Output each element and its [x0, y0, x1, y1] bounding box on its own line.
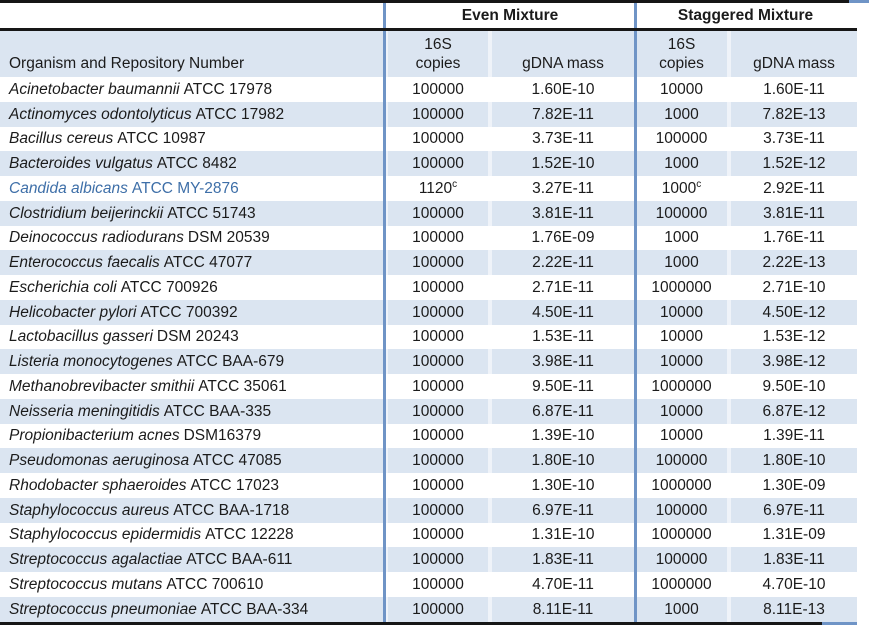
staggered-16s-copies-value: 10000	[659, 328, 704, 346]
even-gdna-mass-cell	[490, 325, 634, 350]
repository-number: ATCC 17978	[183, 80, 273, 98]
staggered-16s-copies-cell	[634, 102, 729, 127]
even-16s-copies-cell	[386, 151, 490, 176]
even-gdna-mass-cell	[490, 250, 634, 275]
organism-name: Neisseria meningitidis	[9, 402, 160, 420]
staggered-16s-copies-value: 1000	[664, 600, 699, 618]
even-16s-copies-cell	[386, 523, 490, 548]
even-16s-copies-cell	[386, 572, 490, 597]
staggered-gdna-mass-cell	[729, 250, 857, 275]
staggered-gdna-mass-value: 1.60E-11	[763, 80, 825, 98]
column-divider-line	[634, 0, 637, 624]
footnote-superscript: c	[696, 178, 702, 190]
repository-number: ATCC BAA-611	[186, 551, 293, 569]
table-row	[0, 102, 857, 127]
even-16s-copies-cell	[386, 325, 490, 350]
table-bottom-border	[0, 622, 857, 625]
table-row	[0, 523, 857, 548]
staggered-16s-copies-value: 100000	[655, 452, 708, 470]
table-row	[0, 226, 857, 251]
even-16s-copies-cell	[386, 498, 490, 523]
staggered-16s-copies-cell	[634, 547, 729, 572]
staggered-16s-copies-value: 10000	[659, 427, 704, 445]
organism-name: Listeria monocytogenes	[9, 353, 173, 371]
staggered-16s-copies-cell	[634, 597, 729, 622]
staggered-gdna-mass-value: 1.52E-12	[762, 155, 826, 173]
group-header-row	[0, 3, 857, 28]
staggered-gdna-mass-value: 1.39E-11	[763, 427, 825, 445]
even-gdna-mass-value: 3.98E-11	[532, 353, 594, 371]
staggered-16s-copies-cell	[634, 424, 729, 449]
even-16s-copies-value: 100000	[412, 452, 464, 470]
repository-number: ATCC 8482	[156, 155, 237, 173]
staggered-gdna-mass-value: 6.87E-12	[762, 402, 826, 420]
column-header-even-16s-copies	[386, 31, 490, 77]
staggered-16s-copies-cell	[634, 349, 729, 374]
table-row	[0, 572, 857, 597]
even-gdna-mass-value: 1.80E-10	[531, 452, 595, 470]
table-row	[0, 275, 857, 300]
even-16s-copies-cell	[386, 275, 490, 300]
even-16s-copies-value: 100000	[412, 229, 464, 247]
organism-cell	[0, 275, 386, 300]
staggered-16s-copies-cell	[634, 176, 729, 201]
staggered-gdna-mass-cell	[729, 349, 857, 374]
even-gdna-mass-cell	[490, 201, 634, 226]
repository-number: ATCC 10987	[117, 130, 206, 148]
even-gdna-mass-cell	[490, 176, 634, 201]
even-gdna-mass-cell	[490, 349, 634, 374]
even-gdna-mass-cell	[490, 523, 634, 548]
organism-name: Staphylococcus epidermidis	[9, 526, 202, 544]
staggered-gdna-mass-cell	[729, 275, 857, 300]
organism-name: Streptococcus agalactiae	[9, 551, 183, 569]
organism-cell	[0, 597, 386, 622]
staggered-16s-copies-cell	[634, 151, 729, 176]
column-header-staggered-16s-copies	[634, 31, 729, 77]
column-header-staggered-gdna-mass: gDNA mass	[729, 31, 857, 77]
organism-cell	[0, 349, 386, 374]
header-16s-label: 16S	[424, 36, 452, 53]
staggered-gdna-mass-value: 1.83E-11	[763, 551, 825, 569]
staggered-gdna-mass-value: 1.53E-12	[762, 328, 826, 346]
organism-cell	[0, 399, 386, 424]
table-row	[0, 399, 857, 424]
organism-cell	[0, 176, 386, 201]
table-row	[0, 349, 857, 374]
even-16s-copies-value: 100000	[412, 130, 464, 148]
even-16s-copies-cell	[386, 473, 490, 498]
even-16s-copies-value: 100000	[412, 204, 464, 222]
staggered-gdna-mass-value: 7.82E-13	[762, 105, 826, 123]
even-16s-copies-cell	[386, 250, 490, 275]
even-gdna-mass-cell	[490, 572, 634, 597]
staggered-16s-copies-value: 10000	[659, 80, 704, 98]
even-16s-copies-cell	[386, 102, 490, 127]
even-gdna-mass-cell	[490, 399, 634, 424]
organism-cell	[0, 226, 386, 251]
even-gdna-mass-value: 2.71E-11	[532, 278, 594, 296]
even-16s-copies-value: 100000	[412, 501, 464, 519]
staggered-gdna-mass-value: 3.81E-11	[763, 204, 825, 222]
organism-name: Streptococcus pneumoniae	[9, 600, 197, 618]
table-row	[0, 597, 857, 622]
organism-cell	[0, 300, 386, 325]
repository-number: ATCC 51743	[167, 204, 256, 222]
table-row	[0, 201, 857, 226]
repository-number: ATCC BAA-679	[176, 353, 285, 371]
table-row	[0, 325, 857, 350]
staggered-gdna-mass-cell	[729, 226, 857, 251]
table-row	[0, 547, 857, 572]
table-row	[0, 176, 857, 201]
column-header-even-gdna-mass: gDNA mass	[490, 31, 634, 77]
even-gdna-mass-cell	[490, 127, 634, 152]
repository-number: ATCC 35061	[198, 377, 287, 395]
even-gdna-mass-value: 9.50E-11	[532, 377, 594, 395]
staggered-16s-copies-value: 1000000	[651, 526, 712, 544]
even-16s-copies-cell	[386, 424, 490, 449]
even-gdna-mass-cell	[490, 547, 634, 572]
table-row	[0, 424, 857, 449]
even-gdna-mass-value: 1.30E-10	[531, 476, 595, 494]
repository-number: DSM 20539	[187, 229, 270, 247]
staggered-16s-copies-value: 1000	[664, 155, 699, 173]
even-16s-copies-cell	[386, 77, 490, 102]
staggered-gdna-mass-value: 4.50E-12	[762, 303, 826, 321]
even-16s-copies-value: 100000	[412, 402, 464, 420]
table-body	[0, 77, 869, 622]
staggered-gdna-mass-cell	[729, 399, 857, 424]
organism-name: Acinetobacter baumannii	[9, 80, 180, 98]
staggered-16s-copies-cell	[634, 523, 729, 548]
table-row	[0, 127, 857, 152]
even-gdna-mass-value: 1.52E-10	[531, 155, 595, 173]
organism-cell	[0, 424, 386, 449]
staggered-16s-copies-cell	[634, 325, 729, 350]
staggered-gdna-mass-value: 6.97E-11	[763, 501, 825, 519]
organism-name: Methanobrevibacter smithii	[9, 377, 195, 395]
even-gdna-mass-cell	[490, 424, 634, 449]
staggered-gdna-mass-cell	[729, 300, 857, 325]
even-16s-copies-cell	[386, 547, 490, 572]
staggered-gdna-mass-cell	[729, 498, 857, 523]
staggered-gdna-mass-cell	[729, 473, 857, 498]
even-gdna-mass-cell	[490, 77, 634, 102]
header-copies-label: copies	[659, 55, 704, 72]
even-gdna-mass-value: 8.11E-11	[532, 600, 594, 618]
column-header-organism: Organism and Repository Number	[0, 31, 386, 77]
organism-name: Bacteroides vulgatus	[9, 155, 153, 173]
even-gdna-mass-value: 6.97E-11	[532, 501, 594, 519]
even-gdna-mass-cell	[490, 102, 634, 127]
table-top-border	[0, 0, 869, 3]
staggered-16s-copies-cell	[634, 572, 729, 597]
staggered-gdna-mass-value: 3.98E-12	[762, 353, 826, 371]
even-16s-copies-value: 100000	[412, 353, 464, 371]
staggered-gdna-mass-value: 9.50E-10	[762, 377, 826, 395]
staggered-gdna-mass-cell	[729, 547, 857, 572]
organism-name: Streptococcus mutans	[9, 575, 163, 593]
even-16s-copies-value: 100000	[412, 278, 464, 296]
repository-number: ATCC 12228	[205, 526, 294, 544]
table-row	[0, 448, 857, 473]
staggered-gdna-mass-value: 1.31E-09	[762, 526, 826, 544]
staggered-16s-copies-value: 1000	[664, 105, 699, 123]
even-16s-copies-cell	[386, 597, 490, 622]
staggered-16s-copies-cell	[634, 374, 729, 399]
even-16s-copies-cell	[386, 127, 490, 152]
even-gdna-mass-value: 1.31E-10	[531, 526, 595, 544]
organism-name: Pseudomonas aeruginosa	[9, 452, 190, 470]
staggered-16s-copies-cell	[634, 399, 729, 424]
staggered-gdna-mass-value: 4.70E-10	[762, 575, 826, 593]
staggered-gdna-mass-value: 1.30E-09	[762, 476, 826, 494]
even-16s-copies-value: 100000	[412, 600, 464, 618]
staggered-gdna-mass-cell	[729, 597, 857, 622]
staggered-gdna-mass-cell	[729, 424, 857, 449]
staggered-16s-copies-cell	[634, 473, 729, 498]
even-16s-copies-value: 100000	[412, 105, 464, 123]
organism-name: Helicobacter pylori	[9, 303, 137, 321]
organism-name: Lactobacillus gasseri	[9, 328, 153, 346]
footnote-superscript: c	[452, 178, 458, 190]
even-gdna-mass-value: 6.87E-11	[532, 402, 594, 420]
repository-number: ATCC 700610	[166, 575, 264, 593]
even-gdna-mass-cell	[490, 226, 634, 251]
even-16s-copies-cell	[386, 300, 490, 325]
even-16s-copies-value: 100000	[412, 476, 464, 494]
even-16s-copies-cell	[386, 201, 490, 226]
repository-number: DSM 20243	[156, 328, 239, 346]
organism-name: Actinomyces odontolyticus	[9, 105, 192, 123]
organism-name: Candida albicans	[9, 179, 128, 197]
staggered-16s-copies-cell	[634, 77, 729, 102]
table-row	[0, 77, 857, 102]
even-gdna-mass-cell	[490, 374, 634, 399]
even-gdna-mass-value: 3.73E-11	[532, 130, 594, 148]
even-gdna-mass-value: 3.81E-11	[532, 204, 594, 222]
even-gdna-mass-cell	[490, 275, 634, 300]
staggered-16s-copies-cell	[634, 300, 729, 325]
organism-name: Staphylococcus aureus	[9, 501, 170, 519]
staggered-16s-copies-cell	[634, 498, 729, 523]
organism-name: Bacillus cereus	[9, 130, 114, 148]
repository-number: ATCC 47085	[193, 452, 282, 470]
organism-name: Enterococcus faecalis	[9, 254, 160, 272]
repository-number: ATCC 17982	[195, 105, 285, 123]
staggered-gdna-mass-value: 1.80E-10	[762, 452, 826, 470]
staggered-gdna-mass-value: 3.73E-11	[763, 130, 825, 148]
staggered-gdna-mass-value: 2.22E-13	[762, 254, 826, 272]
even-gdna-mass-value: 2.22E-11	[532, 254, 594, 272]
even-gdna-mass-cell	[490, 597, 634, 622]
header-16s-label: 16S	[667, 36, 696, 53]
repository-number: ATCC 700392	[140, 303, 238, 321]
staggered-16s-copies-value: 10000	[659, 303, 704, 321]
even-gdna-mass-cell	[490, 448, 634, 473]
even-gdna-mass-value: 3.27E-11	[532, 179, 594, 197]
staggered-gdna-mass-cell	[729, 325, 857, 350]
staggered-16s-copies-value: 1000000	[651, 575, 712, 593]
even-16s-copies-cell	[386, 374, 490, 399]
even-gdna-mass-value: 4.50E-11	[532, 303, 594, 321]
table-row	[0, 374, 857, 399]
organism-cell	[0, 473, 386, 498]
staggered-16s-copies-cell	[634, 201, 729, 226]
repository-number: ATCC BAA-1718	[173, 501, 290, 519]
table-row	[0, 250, 857, 275]
organism-cell	[0, 201, 386, 226]
staggered-gdna-mass-value: 8.11E-13	[763, 600, 825, 618]
organism-cell	[0, 250, 386, 275]
group-header-even-mixture: Even Mixture	[461, 6, 559, 24]
even-gdna-mass-value: 1.83E-11	[532, 551, 594, 569]
even-16s-copies-cell	[386, 226, 490, 251]
organism-cell	[0, 523, 386, 548]
organism-name: Deinococcus radiodurans	[9, 229, 184, 247]
even-gdna-mass-cell	[490, 473, 634, 498]
staggered-16s-copies-value: 10000	[659, 402, 704, 420]
organism-cell	[0, 325, 386, 350]
repository-number: ATCC 700926	[120, 278, 218, 296]
even-gdna-mass-value: 1.60E-10	[531, 80, 595, 98]
staggered-16s-copies-cell	[634, 226, 729, 251]
organism-name: Clostridium beijerinckii	[9, 204, 164, 222]
staggered-gdna-mass-value: 2.92E-11	[763, 179, 825, 197]
staggered-16s-copies-value: 10000	[659, 353, 704, 371]
repository-number: ATCC 17023	[190, 476, 279, 494]
even-16s-copies-value: 100000	[412, 526, 464, 544]
header-divider-border	[0, 28, 857, 31]
even-gdna-mass-cell	[490, 151, 634, 176]
table-row	[0, 300, 857, 325]
even-16s-copies-value: 1120	[418, 179, 453, 197]
staggered-16s-copies-value: 100000	[655, 204, 708, 222]
staggered-gdna-mass-value: 1.76E-11	[763, 229, 825, 247]
staggered-gdna-mass-value: 2.71E-10	[762, 278, 826, 296]
even-16s-copies-value: 100000	[412, 80, 464, 98]
staggered-gdna-mass-cell	[729, 523, 857, 548]
organism-cell	[0, 547, 386, 572]
even-16s-copies-cell	[386, 176, 490, 201]
repository-number: ATCC BAA-335	[163, 402, 272, 420]
staggered-gdna-mass-cell	[729, 77, 857, 102]
even-gdna-mass-cell	[490, 300, 634, 325]
repository-number: DSM16379	[183, 427, 262, 445]
header-copies-label: copies	[415, 55, 461, 72]
even-gdna-mass-value: 1.76E-09	[531, 229, 595, 247]
staggered-16s-copies-cell	[634, 448, 729, 473]
group-header-staggered-mixture: Staggered Mixture	[677, 6, 814, 24]
organism-cell	[0, 127, 386, 152]
even-16s-copies-cell	[386, 399, 490, 424]
staggered-16s-copies-value: 1000	[664, 254, 699, 272]
organism-cell	[0, 77, 386, 102]
even-gdna-mass-value: 1.39E-10	[531, 427, 595, 445]
column-header-row	[0, 31, 857, 77]
even-16s-copies-value: 100000	[412, 377, 464, 395]
even-16s-copies-value: 100000	[412, 328, 464, 346]
staggered-16s-copies-value: 1000000	[651, 377, 712, 395]
staggered-gdna-mass-cell	[729, 102, 857, 127]
organism-cell	[0, 374, 386, 399]
even-16s-copies-value: 100000	[412, 551, 464, 569]
staggered-gdna-mass-cell	[729, 127, 857, 152]
organism-name: Escherichia coli	[9, 278, 117, 296]
staggered-gdna-mass-cell	[729, 151, 857, 176]
organism-cell	[0, 498, 386, 523]
even-16s-copies-cell	[386, 349, 490, 374]
staggered-gdna-mass-cell	[729, 176, 857, 201]
staggered-16s-copies-value: 1000	[664, 229, 699, 247]
even-16s-copies-value: 100000	[412, 155, 464, 173]
even-gdna-mass-cell	[490, 498, 634, 523]
staggered-16s-copies-value: 100000	[655, 501, 708, 519]
organism-cell	[0, 102, 386, 127]
table-row	[0, 498, 857, 523]
staggered-16s-copies-value: 100000	[655, 130, 708, 148]
staggered-gdna-mass-cell	[729, 374, 857, 399]
staggered-16s-copies-cell	[634, 250, 729, 275]
staggered-16s-copies-cell	[634, 275, 729, 300]
even-gdna-mass-value: 1.53E-11	[532, 328, 594, 346]
staggered-gdna-mass-cell	[729, 572, 857, 597]
table-row	[0, 151, 857, 176]
even-16s-copies-cell	[386, 448, 490, 473]
organism-cell	[0, 151, 386, 176]
organism-cell	[0, 572, 386, 597]
staggered-gdna-mass-cell	[729, 201, 857, 226]
staggered-gdna-mass-cell	[729, 448, 857, 473]
table-row	[0, 473, 857, 498]
organism-name: Rhodobacter sphaeroides	[9, 476, 187, 494]
organism-name: Propionibacterium acnes	[9, 427, 180, 445]
organism-cell	[0, 448, 386, 473]
column-divider-line	[383, 0, 386, 624]
even-16s-copies-value: 100000	[412, 427, 464, 445]
even-16s-copies-value: 100000	[412, 303, 464, 321]
staggered-16s-copies-value: 1000	[661, 179, 697, 197]
even-16s-copies-value: 100000	[412, 575, 464, 593]
even-gdna-mass-value: 4.70E-11	[532, 575, 594, 593]
staggered-16s-copies-value: 100000	[655, 551, 708, 569]
staggered-16s-copies-value: 1000000	[651, 278, 712, 296]
staggered-16s-copies-cell	[634, 127, 729, 152]
repository-number: ATCC MY-2876	[131, 179, 239, 197]
staggered-16s-copies-value: 1000000	[651, 476, 712, 494]
repository-number: ATCC 47077	[163, 254, 253, 272]
even-gdna-mass-value: 7.82E-11	[532, 105, 594, 123]
repository-number: ATCC BAA-334	[200, 600, 309, 618]
even-16s-copies-value: 100000	[412, 254, 464, 272]
